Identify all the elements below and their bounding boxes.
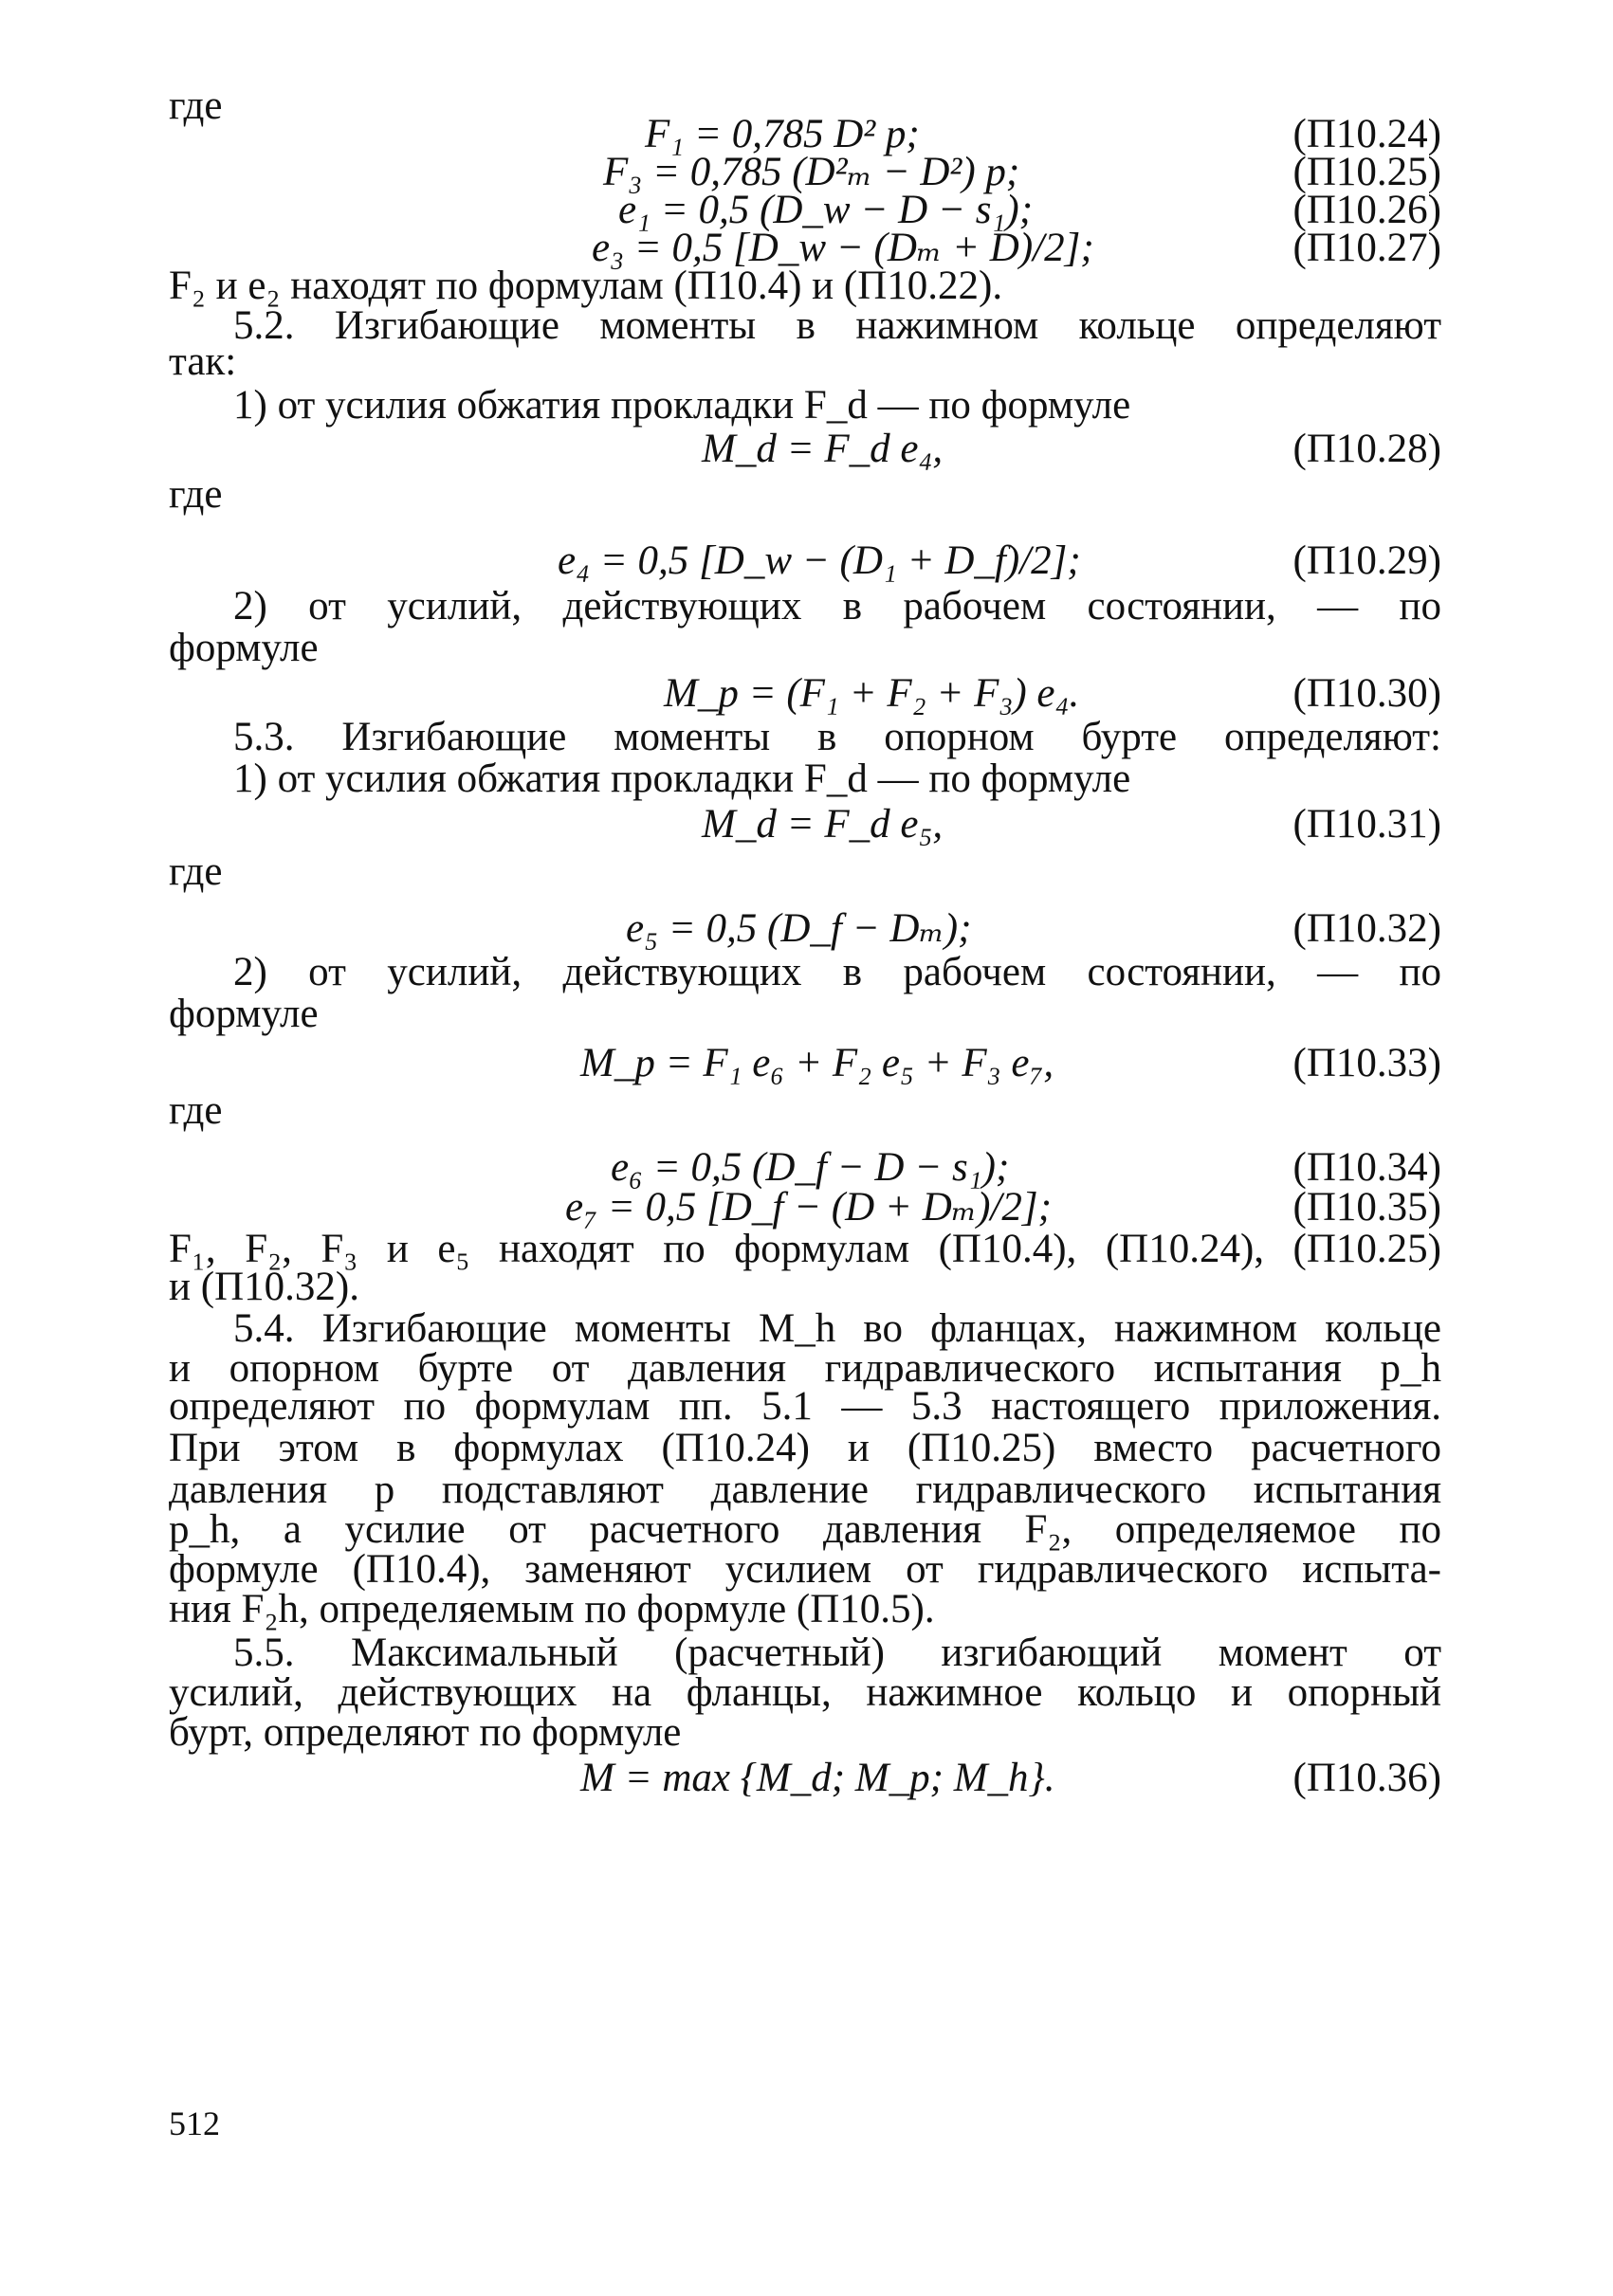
formula-expression: M = max {M_d; M_p; M_h}. bbox=[580, 1756, 1055, 1800]
text-line: p_h, а усилие от расчетного давления F₂, определяемое по bbox=[169, 1507, 1441, 1552]
equation-number: (П10.24) bbox=[1292, 112, 1441, 156]
formula-expression: e₁ = 0,5 (D_w − D − s₁); bbox=[618, 188, 1034, 232]
formula-expression: e₄ = 0,5 [D_w − (D₁ + D_f)/2]; bbox=[558, 538, 1081, 583]
text-line: где bbox=[169, 849, 223, 894]
text-line: формуле bbox=[169, 992, 319, 1036]
equation-number: (П10.26) bbox=[1292, 188, 1441, 232]
formula-expression: e₇ = 0,5 [D_f − (D + Dₘ)/2]; bbox=[565, 1185, 1052, 1230]
text-line: 5.4. Изгибающие моменты M_h во фланцах, нажимном кольце bbox=[233, 1306, 1441, 1351]
equation-number: (П10.28) bbox=[1292, 427, 1441, 471]
text-line: формуле (П10.4), заменяют усилием от гидравлического испыта- bbox=[169, 1547, 1441, 1592]
text-line: давления p подставляют давление гидравлического испытания bbox=[169, 1467, 1441, 1512]
text-line: так: bbox=[169, 339, 237, 384]
text-line: 1) от усилия обжатия прокладки F_d — по формуле bbox=[233, 756, 1131, 801]
equation-number: (П10.36) bbox=[1292, 1756, 1441, 1800]
formula-expression: e₆ = 0,5 (D_f − D − s₁); bbox=[611, 1145, 1010, 1190]
text-line: F₁, F₂, F₃ и e₅ находят по формулам (П10.4), (П10.24), (П10.25) bbox=[169, 1227, 1441, 1271]
equation-number: (П10.27) bbox=[1292, 226, 1441, 270]
text-line: 2) от усилий, действующих в рабочем состоянии, — по bbox=[233, 584, 1441, 629]
equation-number: (П10.31) bbox=[1292, 802, 1441, 847]
text-line: 5.5. Максимальный (расчетный) изгибающий момент от bbox=[233, 1631, 1441, 1675]
text-line: и (П10.32). bbox=[169, 1265, 359, 1309]
formula-expression: F₃ = 0,785 (D²ₘ − D²) p; bbox=[603, 150, 1020, 194]
text-line: где bbox=[169, 472, 223, 517]
formula-expression: M_p = (F₁ + F₂ + F₃) e₄. bbox=[664, 671, 1080, 716]
formula-expression: M_d = F_d e₄, bbox=[702, 427, 944, 471]
formula-expression: F₁ = 0,785 D² p; bbox=[645, 112, 920, 156]
text-line: F₂ и e₂ находят по формулам (П10.4) и (П10.22). bbox=[169, 264, 1003, 308]
text-line: где bbox=[169, 1088, 223, 1133]
equation-number: (П10.29) bbox=[1292, 538, 1441, 583]
equation-number: (П10.34) bbox=[1292, 1145, 1441, 1190]
equation-number: (П10.32) bbox=[1292, 906, 1441, 951]
text-line: формуле bbox=[169, 626, 319, 670]
formula-expression: M_d = F_d e₅, bbox=[702, 802, 944, 847]
formula-expression: M_p = F₁ e₆ + F₂ e₅ + F₃ e₇, bbox=[580, 1041, 1054, 1085]
text-line: и опорном бурте от давления гидравлического испытания p_h bbox=[169, 1346, 1441, 1391]
equation-number: (П10.30) bbox=[1292, 671, 1441, 716]
text-line: 2) от усилий, действующих в рабочем состоянии, — по bbox=[233, 950, 1441, 994]
equation-number: (П10.33) bbox=[1292, 1041, 1441, 1085]
text-line: 5.2. Изгибающие моменты в нажимном кольце определяют bbox=[233, 303, 1441, 348]
text-line: ния F₂h, определяемым по формуле (П10.5). bbox=[169, 1587, 935, 1631]
equation-number: (П10.25) bbox=[1292, 150, 1441, 194]
text-line: усилий, действующих на фланцы, нажимное кольцо и опорный bbox=[169, 1670, 1441, 1715]
text-line: где bbox=[169, 83, 223, 128]
text-line: При этом в формулах (П10.24) и (П10.25) вместо расчетного bbox=[169, 1426, 1441, 1470]
text-line: определяют по формулам пп. 5.1 — 5.3 настоящего приложения. bbox=[169, 1384, 1441, 1429]
text-line: 5.3. Изгибающие моменты в опорном бурте определяют: bbox=[233, 715, 1441, 759]
text-line: 1) от усилия обжатия прокладки F_d — по формуле bbox=[233, 383, 1131, 428]
formula-expression: e₅ = 0,5 (D_f − Dₘ); bbox=[626, 906, 972, 951]
equation-number: (П10.35) bbox=[1292, 1185, 1441, 1230]
formula-expression: e₃ = 0,5 [D_w − (Dₘ + D)/2]; bbox=[592, 226, 1094, 270]
page-number: 512 bbox=[169, 2105, 220, 2142]
text-line: бурт, определяют по формуле bbox=[169, 1710, 682, 1755]
